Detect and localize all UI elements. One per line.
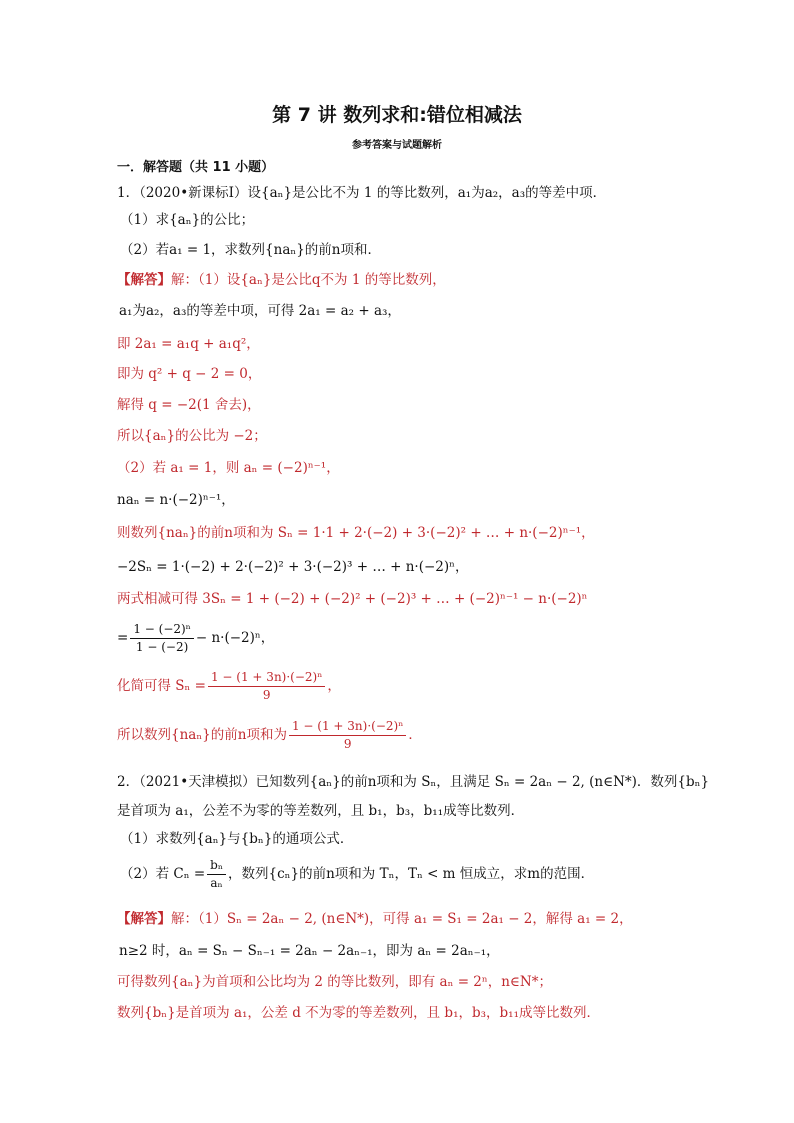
fraction: $\frac{\text{1 − (1 + 3n)·(−2)ⁿ}}{9}$: [208, 670, 325, 703]
problem-2-line-2: 可得数列{aₙ}为首项和公比均为 2 的等比数列，即有 aₙ = 2ⁿ，n∈N*；: [117, 974, 552, 990]
problem-2-answer-lead: [117, 909, 633, 929]
problem-1-line-3: 即为 q² + q − 2 = 0，: [117, 366, 262, 382]
problem-1-line-11: = $\frac{\text{1 − (−2)ⁿ}}{1 - (-2)}$ − n·(−2)ⁿ，: [117, 622, 275, 654]
answer-text: 解：（1）Sₙ = 2aₙ − 2, (n∈N*)，可得 a₁ = S₁ = 2a₁ − 2，解得 a₁ = 2，: [171, 911, 633, 927]
problem-1-line-1: a₁为a₂，a₃的等差中项，可得 2a₁ = a₂ + a₃，: [119, 303, 401, 319]
page-title: 第 7 讲 数列求和:错位相减法: [272, 104, 522, 126]
problem-2-question-1: （1）求数列{aₙ}与{bₙ}的通项公式．: [120, 831, 354, 847]
problem-1-line-7: naₙ = n·(−2)ⁿ⁻¹，: [117, 492, 235, 508]
section-heading: 一．解答题（共 11 小题）: [117, 160, 275, 175]
problem-1-line-10: 两式相减可得 3Sₙ = 1 + (−2) + (−2)² + (−2)³ + … + (−2)ⁿ⁻¹ − n·(−2)ⁿ: [117, 591, 588, 607]
fraction: $\frac{\text{1 − (−2)ⁿ}}{1 - (-2)}$: [130, 622, 194, 655]
answer-text: 解：（1）设{aₙ}是公比q不为 1 的等比数列，: [171, 272, 446, 288]
problem-1-question-2: （2）若a₁ = 1，求数列{naₙ}的前n项和．: [120, 242, 381, 258]
answer-tag: 【解答】: [117, 911, 171, 927]
page-subtitle: 参考答案与试题解析: [352, 140, 442, 151]
problem-1-line-2: 即 2a₁ = a₁q + a₁q²，: [117, 336, 260, 352]
problem-2-line-1: n≥2 时，aₙ = Sₙ − Sₙ₋₁ = 2aₙ − 2aₙ₋₁，即为 aₙ = 2aₙ₋₁，: [119, 943, 500, 959]
problem-2-question-2: （2）若 Cₙ = $\frac{\text{bₙ}}{\text{aₙ}}$ ，数列{cₙ}的前n项和为 Tₙ，Tₙ < m 恒成立，求m的范围．: [120, 858, 595, 890]
answer-tag: 【解答】: [117, 272, 171, 288]
fraction: $\frac{\text{1 − (1 + 3n)·(−2)ⁿ}}{9}$: [289, 719, 406, 752]
problem-2-stem-line-1: 2．（2021•天津模拟）已知数列{aₙ}的前n项和为 Sₙ，且满足 Sₙ = 2aₙ − 2, (n∈N*)．数列{bₙ}: [117, 774, 710, 790]
problem-1-line-13: 所以数列{naₙ}的前n项和为 $\frac{\text{1 − (1 + 3n)·(−2)ⁿ}}{9}$ ．: [117, 719, 422, 751]
problem-1-line-4: 解得 q = −2(1 舍去)，: [117, 397, 261, 413]
problem-1-line-6: （2）若 a₁ = 1，则 aₙ = (−2)ⁿ⁻¹，: [117, 460, 340, 476]
problem-1-line-12: 化简可得 Sₙ = $\frac{\text{1 − (1 + 3n)·(−2)ⁿ}}{9}$ ，: [117, 670, 341, 702]
problem-1-line-5: 所以{aₙ}的公比为 −2；: [117, 428, 267, 444]
problem-1-line-8: 则数列{naₙ}的前n项和为 Sₙ = 1·1 + 2·(−2) + 3·(−2)² + … + n·(−2)ⁿ⁻¹，: [117, 525, 595, 541]
problem-1-line-9: −2Sₙ = 1·(−2) + 2·(−2)² + 3·(−2)³ + … + n·(−2)ⁿ，: [117, 559, 469, 575]
problem-1-stem: 1．（2020•新课标Ⅰ）设{aₙ}是公比不为 1 的等比数列，a₁为a₂，a₃的等差中项．: [117, 185, 607, 201]
problem-2-stem-line-2: 是首项为 a₁，公差不为零的等差数列，且 b₁，b₃，b₁₁成等比数列．: [117, 803, 525, 819]
problem-1-question-1: （1）求{aₙ}的公比；: [120, 212, 255, 228]
problem-2-line-3: 数列{bₙ}是首项为 a₁，公差 d 不为零的等差数列，且 b₁，b₃，b₁₁成等比数列．: [117, 1005, 600, 1021]
fraction: $\frac{\text{bₙ}}{\text{aₙ}}$: [207, 858, 226, 891]
problem-1-answer-lead: [117, 270, 446, 290]
